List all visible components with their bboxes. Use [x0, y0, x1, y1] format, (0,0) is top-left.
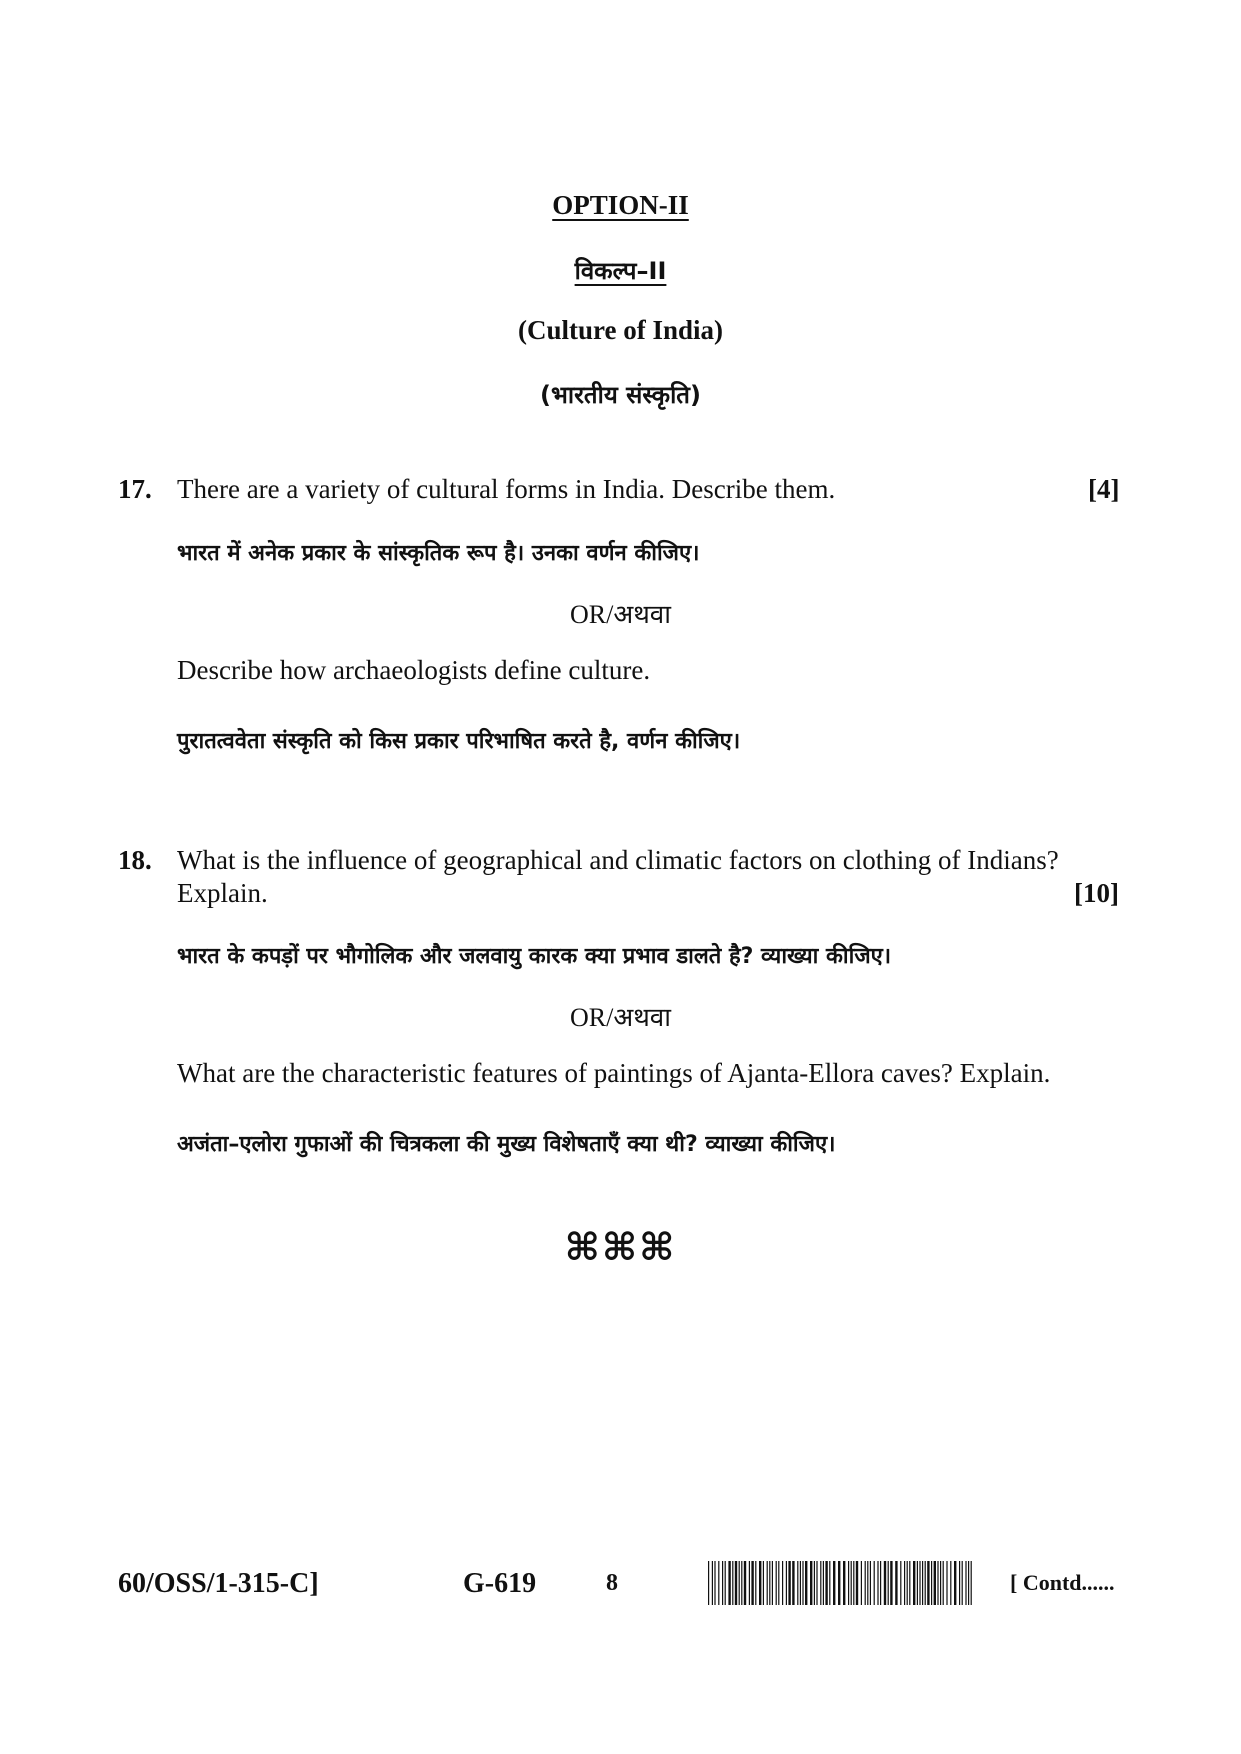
question-marks: [10]	[1074, 878, 1119, 908]
alternative-question-text: What are the characteristic features of paintings of Ajanta-Ellora caves? Explain.	[177, 1058, 1051, 1088]
question-text-hindi: भारत में अनेक प्रकार के सांस्कृतिक रूप है। उनका वर्णन कीजिए।	[177, 541, 700, 566]
series-code: G-619	[463, 1568, 537, 1599]
alternative-question-text-hindi: पुरातत्ववेता संस्कृति को किस प्रकार परिभाषित करते है, वर्णन कीजिए।	[177, 729, 741, 754]
question-number: 17.	[118, 474, 152, 504]
question-marks: [4]	[1088, 474, 1120, 504]
option-heading: OPTION-II	[552, 190, 689, 220]
question-text: There are a variety of cultural forms in India. Describe them.	[177, 474, 836, 504]
alternative-question-text-hindi: अजंता–एलोरा गुफाओं की चित्रकला की मुख्य विशेषताएँ क्या थी? व्याख्या कीजिए।	[177, 1132, 836, 1157]
barcode-image	[708, 1561, 976, 1605]
continued-note: [ Contd......	[1010, 1570, 1115, 1595]
subject-title-hindi: (भारतीय संस्कृति)	[540, 381, 701, 409]
subject-title: (Culture of India)	[517, 315, 724, 345]
or-separator: OR/अथवा	[569, 600, 671, 629]
page-number: 8	[606, 1570, 618, 1596]
option-heading-hindi: विकल्प–II	[574, 257, 667, 285]
alternative-question-text: Describe how archaeologists define culture.	[177, 655, 651, 685]
question-text: What is the influence of geographical and climatic factors on clothing of Indians?	[177, 845, 1059, 875]
end-of-paper-symbol: ⌘⌘⌘	[564, 1225, 677, 1269]
question-text-continued: Explain.	[177, 878, 268, 908]
question-number: 18.	[118, 845, 152, 875]
question-text-hindi: भारत के कपड़ों पर भौगोलिक और जलवायु कारक क्या प्रभाव डालते है? व्याख्या कीजिए।	[177, 944, 892, 969]
or-separator: OR/अथवा	[569, 1003, 671, 1032]
paper-code: 60/OSS/1-315-C]	[118, 1568, 319, 1599]
